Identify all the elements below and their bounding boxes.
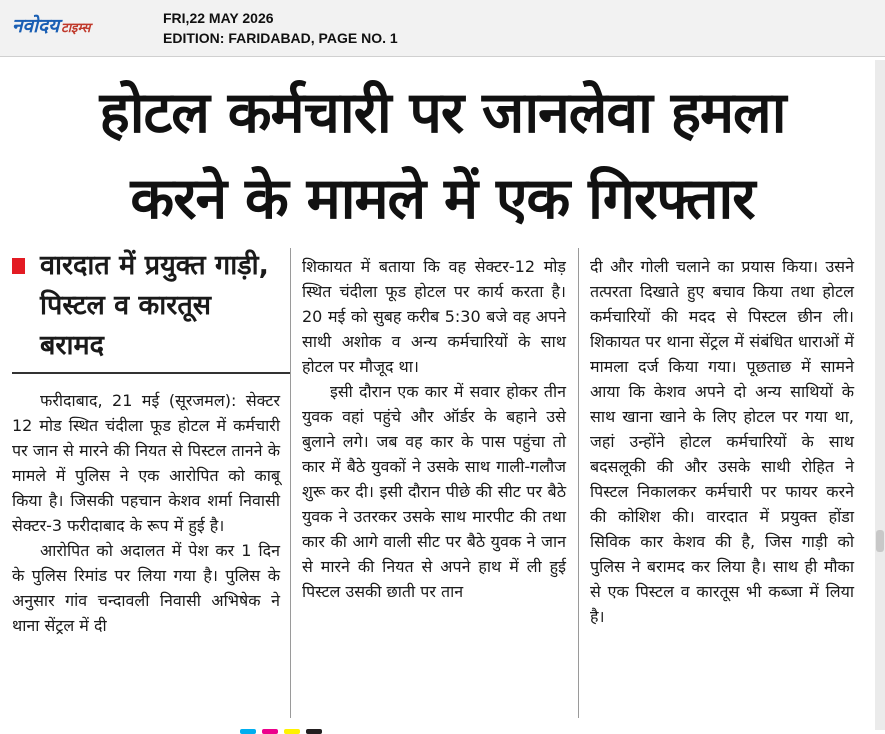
article-headline bbox=[0, 70, 885, 242]
logo-sub-text: टाइम्स bbox=[61, 21, 91, 36]
yellow-swatch bbox=[284, 729, 300, 734]
color-registration-strip bbox=[240, 729, 380, 734]
magenta-swatch bbox=[262, 729, 278, 734]
cyan-swatch bbox=[240, 729, 256, 734]
scrollbar-thumb[interactable] bbox=[876, 530, 884, 552]
column-divider-1 bbox=[290, 248, 291, 718]
masthead-bar bbox=[0, 0, 885, 57]
headline-line-2: करने के मामले में एक गिरफ्तार bbox=[130, 166, 755, 232]
red-square-bullet-icon bbox=[12, 258, 25, 274]
edition-info: EDITION: FARIDABAD, PAGE NO. 1 bbox=[163, 30, 398, 46]
article-column-2 bbox=[302, 254, 566, 604]
subheadline-rule bbox=[12, 372, 290, 374]
column2-paragraph-2: इसी दौरान एक कार में सवार होकर तीन युवक वहां पहुंचे और ऑर्डर के बहाने उसे बुलाने लगे। जब वह कार के पास पहुंचा तो कार में बैठे युवकों ने उसके साथ गाली-गलौज शुरू कर दी। इसी दौरान पीछे की सीट पर बैठे युवक ने उतरकर उसके साथ मारपीट की तथा कार की आगे वाली सीट पर बैठे युवक ने जान से मारने की नियत से अपने हाथ में ली हुई पिस्टल उसकी छाती पर तान bbox=[302, 382, 566, 601]
article-column-1 bbox=[12, 388, 280, 638]
article-column-3 bbox=[590, 254, 854, 629]
publication-date: FRI,22 MAY 2026 bbox=[163, 10, 274, 26]
newspaper-logo[interactable] bbox=[12, 12, 90, 36]
black-swatch bbox=[306, 729, 322, 734]
logo-main-text: नवोदय bbox=[12, 15, 60, 37]
column2-paragraph-1: शिकायत में बताया कि वह सेक्टर-12 मोड़ स्थित चंदीला फूड होटल पर कार्य करता है। 20 मई को सुबह करीब 5:30 बजे वह अपने साथी अशोक व अन्य कर्मचारियों के साथ होटल पर मौजूद था। bbox=[302, 257, 566, 376]
edition-meta bbox=[163, 8, 398, 48]
column1-paragraph-2: आरोपित को अदालत में पेश कर 1 दिन के पुलिस रिमांड पर लिया गया है। पुलिस के अनुसार गांव चन्दावली निवासी अभिषेक ने थाना सेंट्रल में दी bbox=[12, 541, 280, 635]
column-divider-2 bbox=[578, 248, 579, 718]
subheadline-text: वारदात में प्रयुक्त गाड़ी, पिस्टल व कारतूस बरामद bbox=[40, 250, 269, 361]
headline-line-1: होटल कर्मचारी पर जानलेवा हमला bbox=[99, 80, 786, 146]
column1-paragraph-1: फरीदाबाद, 21 मई (सूरजमल): सेक्टर 12 मोड स्थित चंदीला फूड होटल में कर्मचारी पर जान से मारने की नियत से पिस्टल तानने के मामले में पुलिस ने एक आरोपित को काबू किया है। जिसकी पहचान केशव शर्मा निवासी सेक्टर-3 फरीदाबाद के रूप में हुई है। bbox=[12, 391, 280, 535]
subheadline-box bbox=[12, 246, 272, 372]
column3-paragraph-1: दी और गोली चलाने का प्रयास किया। उसने तत्परता दिखाते हुए बचाव किया तथा होटल कर्मचारियों की मदद से पिस्टल छीन ली। शिकायत पर थाना सेंट्रल में संबंधित धाराओं में मामला दर्ज किया गया। पूछताछ में सामने आया कि केशव अपने दो अन्य साथियों के साथ खाना खाने के लिए होटल पर गया था, जहां उन्होंने होटल कर्मचारियों के साथ बदसलूकी की और उसके साथी रोहित ने पिस्टल निकालकर कर्मचारी पर फायर करने की कोशिश की। वारदात में प्रयुक्त होंडा सिविक कार केशव की है, जिस गाड़ी को पुलिस ने बरामद कर लिया है। साथ ही मौका से एक पिस्टल व कारतूस भी कब्जा में लिया है। bbox=[590, 257, 854, 626]
